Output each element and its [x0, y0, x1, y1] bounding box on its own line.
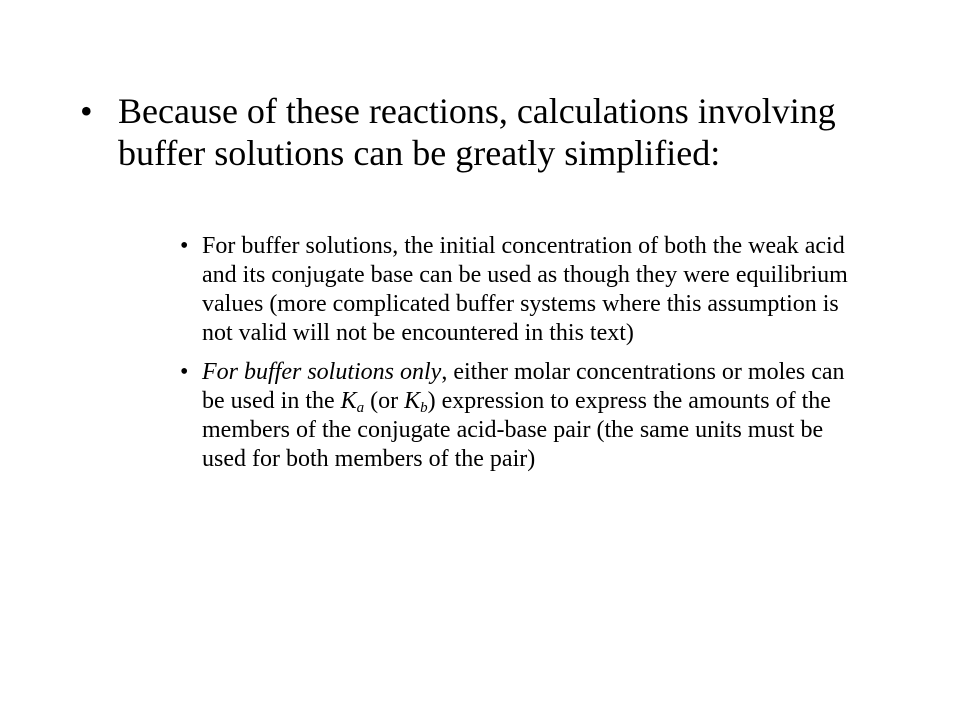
sub-bullet-2-text [202, 358, 870, 474]
bullet-dot-icon: • [80, 91, 93, 131]
kb-letter: K [404, 388, 421, 414]
sub-bullet-2 [180, 358, 870, 474]
text-segment-b: (or [364, 388, 405, 414]
ka-letter: K [340, 388, 357, 414]
italic-lead: For buffer solutions only [202, 359, 442, 385]
sub-bullet-1-text: For buffer solutions, the initial concentration of both the weak acid and its conjugate base can be used as though they were equilibrium values (more complicated buffer systems where this assumption is not valid will not be encountered in this text) [202, 233, 848, 346]
sub-bullet-1 [180, 232, 870, 348]
kb-subscript: b [420, 400, 428, 416]
sub-bullet-list [180, 232, 870, 484]
bullet-dot-icon: • [180, 233, 189, 259]
main-bullet [80, 90, 880, 174]
text-segment-a: , either molar concentrations or moles can be used in the [202, 359, 845, 414]
main-bullet-text: Because of these reactions, calculations involving buffer solutions can be greatly simplified: [118, 91, 836, 173]
text-segment-c: ) expression to express the amounts of the members of the conjugate acid-base pair (the same units must be used for both members of the pair) [202, 388, 831, 472]
bullet-dot-icon: • [180, 359, 189, 385]
ka-subscript: a [356, 400, 365, 416]
